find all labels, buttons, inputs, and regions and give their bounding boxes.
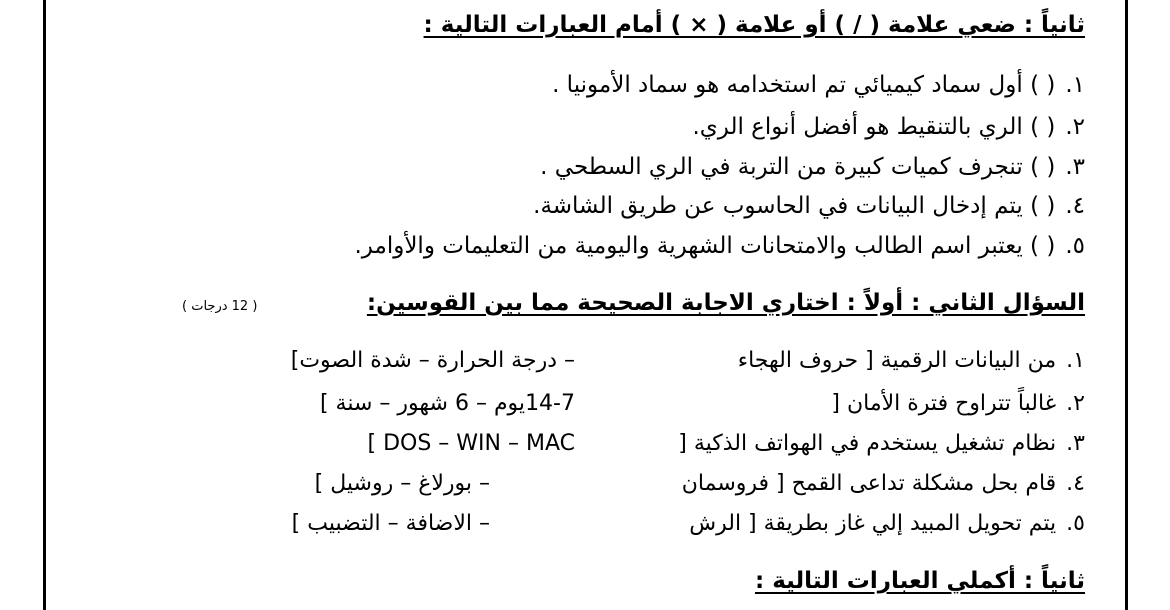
mcq-item-2-stem <box>831 391 1085 416</box>
tf-item-1-text: ( ) أول سماد كيميائي تم استخدامه هو سماد الأمونيا . <box>552 72 1056 98</box>
tf-item-5 <box>355 233 1086 259</box>
tf-item-3-text: ( ) تنجرف كميات كبيرة من التربة في الري السطحي . <box>540 154 1056 180</box>
mcq-item-2-options: 14-7يوم – 6 شهور – سنة ] <box>319 391 575 416</box>
tf-item-5-number: ٥. <box>1065 233 1085 259</box>
tf-item-4-number: ٤. <box>1065 193 1085 219</box>
mcq-item-3-number: ٣. <box>1066 431 1085 456</box>
tf-item-4 <box>533 193 1085 219</box>
mcq-item-1-number: ١. <box>1066 348 1085 373</box>
mcq-item-3-stem <box>678 431 1085 456</box>
mcq-item-1-stem <box>738 348 1085 373</box>
tf-item-5-text: ( ) يعتبر اسم الطالب والامتحانات الشهرية واليومية من التعليمات والأوامر. <box>354 233 1056 259</box>
mcq-item-4-text: قام بحل مشكلة تداعى القمح [ فروسمان <box>681 471 1057 496</box>
mcq-item-5-stem <box>689 511 1085 536</box>
mcq-item-5-options: – الاضافة – التضبيب ] <box>291 511 490 536</box>
mcq-item-4-number: ٤. <box>1066 471 1085 496</box>
mcq-item-2-number: ٢. <box>1066 391 1085 416</box>
question2-heading: السؤال الثاني : أولاً : اختاري الاجابة الصحيحة مما بين القوسين: <box>366 290 1085 316</box>
mcq-item-1-options: – درجة الحرارة – شدة الصوت] <box>290 348 575 373</box>
mcq-item-4-options: – بورلاغ – روشيل ] <box>314 471 490 496</box>
section-complete-heading: ثانياً : أكملي العبارات التالية : <box>755 568 1085 594</box>
section-tf-heading: ثانياً : ضعي علامة ( / ) أو علامة ( × ) أمام العبارات التالية : <box>423 12 1085 38</box>
question2-marks: ( 12 درجات ) <box>182 299 258 314</box>
mcq-item-3-options: [ DOS – WIN – MAC <box>367 431 575 456</box>
mcq-item-1-text: من البيانات الرقمية [ حروف الهجاء <box>737 348 1057 373</box>
tf-item-2-number: ٢. <box>1065 114 1085 140</box>
tf-item-1 <box>552 72 1085 98</box>
mcq-item-5-text: يتم تحويل المبيد إلي غاز بطريقة [ الرش <box>689 511 1057 536</box>
tf-item-4-text: ( ) يتم إدخال البيانات في الحاسوب عن طريق الشاشة. <box>533 193 1056 219</box>
page-border-left <box>43 0 46 610</box>
mcq-item-3-text: نظام تشغيل يستخدم في الهواتف الذكية [ <box>678 431 1057 456</box>
tf-item-3 <box>540 154 1085 180</box>
tf-item-2-text: ( ) الري بالتنقيط هو أفضل أنواع الري. <box>692 114 1056 140</box>
mcq-item-2-text: غالباً تتراوح فترة الأمان [ <box>831 391 1057 416</box>
tf-item-3-number: ٣. <box>1065 154 1085 180</box>
mcq-item-5-number: ٥. <box>1066 511 1085 536</box>
page-border-right <box>1125 0 1128 610</box>
tf-item-2 <box>692 114 1085 140</box>
mcq-item-4-stem <box>682 471 1085 496</box>
tf-item-1-number: ١. <box>1065 72 1085 98</box>
